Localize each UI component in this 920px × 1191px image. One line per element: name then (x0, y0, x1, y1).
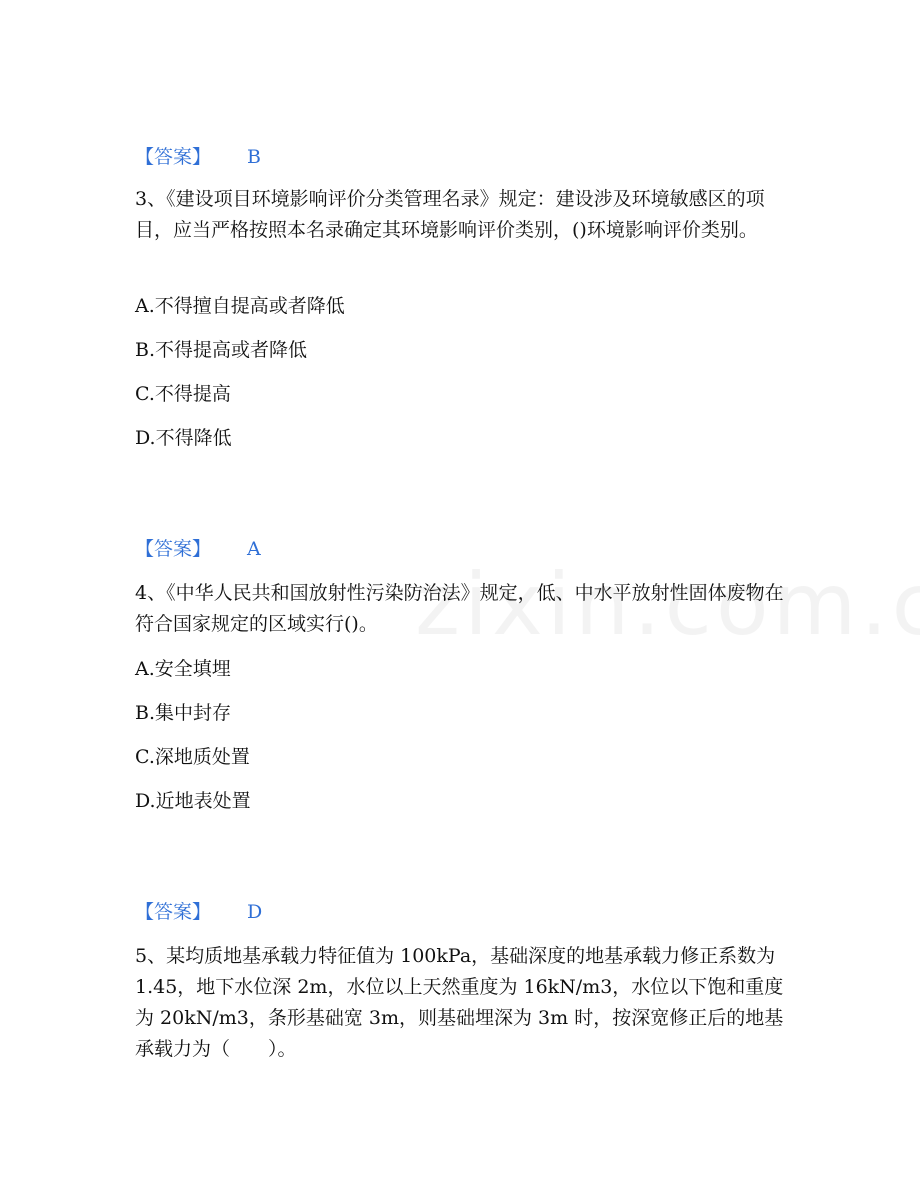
option-a: A.不得擅自提高或者降低 (135, 295, 345, 317)
option-a: A.安全填埋 (135, 658, 231, 680)
option-d: D.不得降低 (135, 427, 232, 449)
question-text: 3、《建设项目环境影响评价分类管理名录》规定：建设涉及环境敏感区的项目，应当严格按照本名录确定其环境影响评价类别，()环境影响评价类别。 (135, 188, 765, 241)
answer-tag: 【答案】 (135, 146, 212, 168)
answer-line (135, 537, 261, 561)
answer-line (135, 145, 261, 169)
answer-value: A (247, 538, 261, 560)
answer-tag: 【答案】 (135, 538, 212, 560)
question-text: 5、某均质地基承载力特征值为 100kPa，基础深度的地基承载力修正系数为 1.45，地下水位深 2m，水位以上天然重度为 16kN/m3，水位以下饱和重度为 20kN/m3，条形基础宽 3m，则基础埋深为 3m 时，按深宽修正后的地基承载力为（ ）。 (135, 945, 784, 1060)
option-c: C.不得提高 (135, 383, 231, 405)
option-b: B.不得提高或者降低 (135, 339, 308, 361)
question-text: 4、《中华人民共和国放射性污染防治法》规定，低、中水平放射性固体废物在符合国家规定的区域实行()。 (135, 582, 784, 635)
option-d: D.近地表处置 (135, 790, 251, 812)
answer-value: D (247, 901, 263, 923)
answer-line (135, 900, 262, 924)
option-b: B.集中封存 (135, 702, 232, 724)
option-c: C.深地质处置 (135, 746, 250, 768)
answer-value: B (247, 146, 261, 168)
answer-tag: 【答案】 (135, 901, 212, 923)
